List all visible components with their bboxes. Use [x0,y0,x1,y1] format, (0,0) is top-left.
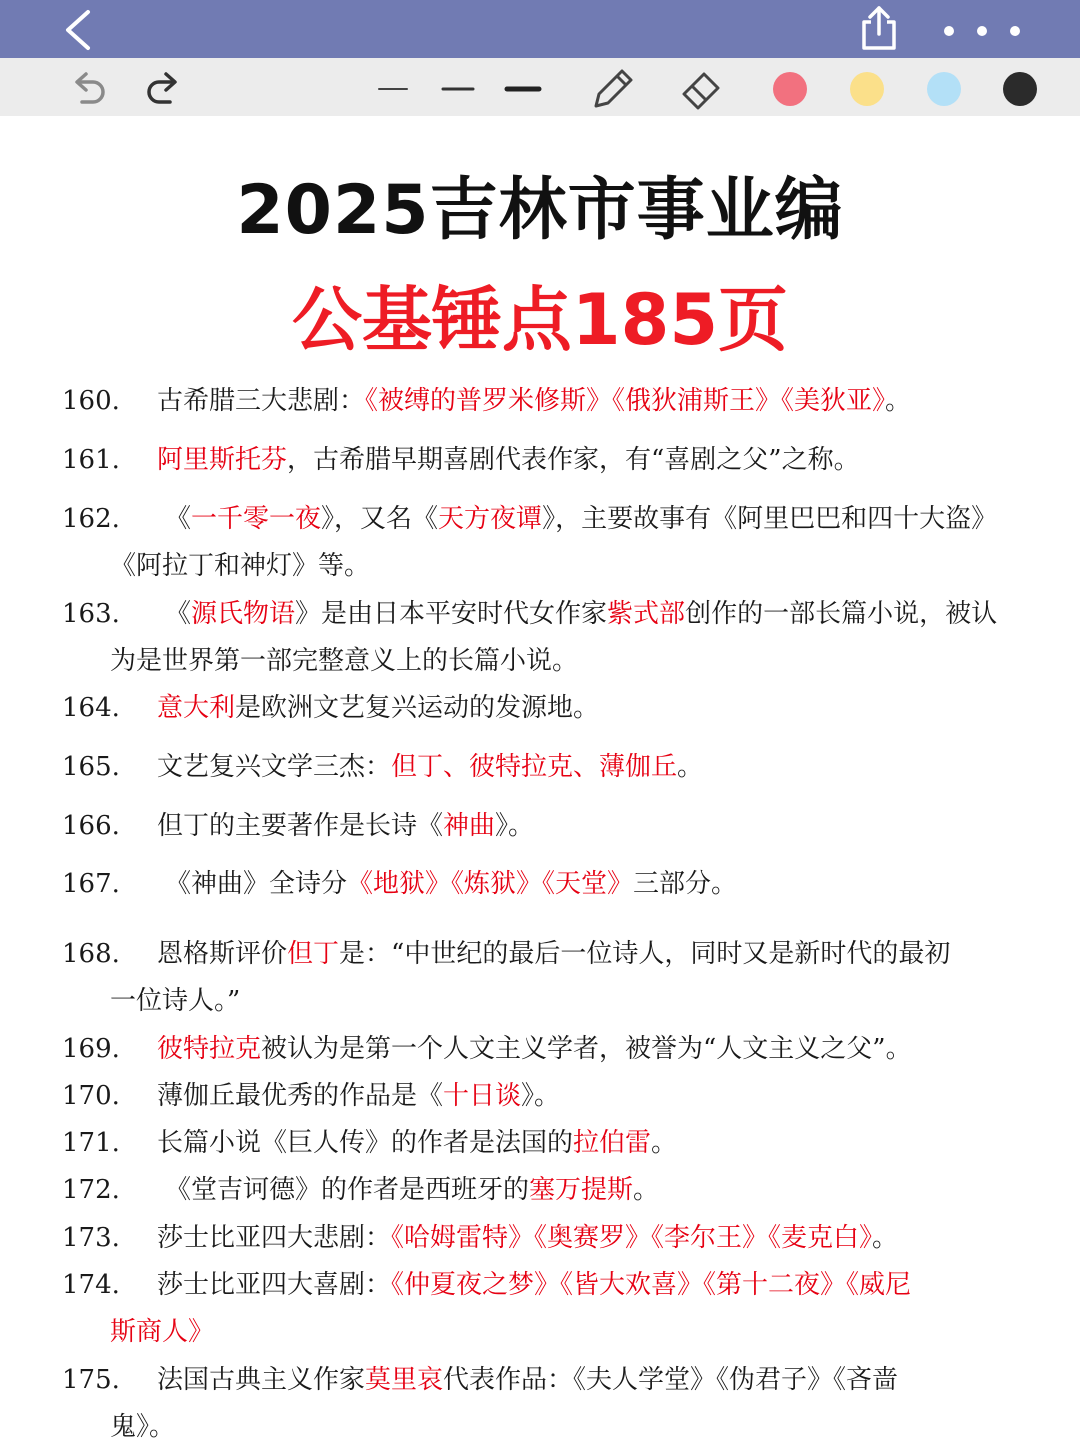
body-text: 《阿拉丁和神灯》等。 [110,551,371,581]
body-text: 。 [885,386,912,416]
color-swatch-yellow[interactable] [850,72,884,106]
item-text-line [157,1076,560,1116]
thick-line-icon[interactable] [504,68,542,110]
item-text-line [110,641,578,681]
highlight-text: 莫里哀 [365,1365,444,1395]
body-text: 创作的一部长篇小说，被认 [685,599,998,629]
item-text-line [165,864,737,904]
body-text: 三部分。 [633,869,738,899]
body-text: 长篇小说《巨人传》的作者是法国的 [157,1128,574,1158]
body-text: 被认为是第一个人文主义学者，被誉为“人文主义之父”。 [261,1034,912,1064]
undo-icon[interactable] [68,68,108,110]
item-text-line [110,1407,175,1447]
item-text-line [157,934,950,974]
item-text-line [157,1123,677,1163]
body-text: 为是世界第一部完整意义上的长篇小说。 [110,646,579,676]
item-text-line [157,688,599,728]
page-subtitle: 公基锤点185页 [291,279,789,361]
highlight-text: 神曲 [443,811,496,841]
item-number: 168. [62,939,120,969]
highlight-text: 十日谈 [443,1081,522,1111]
body-text: ，古希腊早期喜剧代表作家，有“喜剧之父”之称。 [287,445,860,475]
item-text-line [110,981,240,1021]
eraser-icon[interactable] [678,66,724,110]
body-text: 》，主要故事有《阿里巴巴和四十大盗》 [542,504,998,534]
item-text-line [165,499,997,539]
share-icon[interactable] [858,4,900,52]
item-number: 166. [62,811,120,841]
body-text: 代表作品：《夫人学堂》《伪君子》《吝啬 [443,1365,899,1395]
page-title: 2025吉林市事业编 [236,171,844,250]
body-text: 一位诗人。” [110,986,241,1016]
body-text: 鬼》。 [110,1412,176,1442]
body-text: 。 [651,1128,678,1158]
item-number: 162. [62,504,120,534]
body-text: 是欧洲文艺复兴运动的发源地。 [235,693,600,723]
body-text: 恩格斯评价 [157,939,288,969]
item-number: 167. [62,869,120,899]
top-app-bar [0,0,1080,58]
item-text-line [157,440,860,480]
body-text: 古希腊三大悲剧： [157,386,366,416]
item-text-line [165,1170,659,1210]
highlight-text: 塞万提斯 [529,1175,634,1205]
highlight-text: 《仲夏夜之梦》《皆大欢喜》《第十二夜》《威尼 [391,1270,912,1300]
chevron-left-icon[interactable] [60,8,100,52]
highlight-text: 源氏物语 [191,599,296,629]
body-text: 文艺复兴文学三杰： [157,752,392,782]
item-number: 172. [62,1175,120,1205]
item-number: 175. [62,1365,120,1395]
pen-icon[interactable] [590,66,636,110]
highlight-text: 《哈姆雷特》《奥赛罗》《李尔王》《麦克白》 [391,1223,873,1253]
more-dots-icon[interactable] [938,20,1028,42]
medium-line-icon[interactable] [440,68,476,110]
item-text-line [157,1218,898,1258]
body-text: 。 [677,752,704,782]
body-text: 。 [872,1223,899,1253]
highlight-text: 但丁、彼特拉克、薄伽丘 [391,752,678,782]
item-text-line [157,1029,912,1069]
highlight-text: 意大利 [157,693,236,723]
highlight-text: 拉伯雷 [573,1128,652,1158]
item-text-line [157,806,534,846]
body-text: 》。 [521,1081,561,1111]
item-text-line [110,546,370,586]
highlight-text: 彼特拉克 [157,1034,262,1064]
body-text: 法国古典主义作家 [157,1365,366,1395]
item-text-line [157,1360,898,1400]
body-text: 莎士比亚四大悲剧： [157,1223,392,1253]
item-number: 174. [62,1270,120,1300]
body-text: 《 [165,504,192,534]
color-swatch-light-blue[interactable] [927,72,961,106]
body-text: 《 [165,599,192,629]
item-text-line [157,747,703,787]
body-text: 》是由日本平安时代女作家 [295,599,608,629]
item-text-line [110,1312,214,1352]
item-number: 165. [62,752,120,782]
body-text: 薄伽丘最优秀的作品是《 [157,1081,444,1111]
highlight-text: 紫式部 [607,599,686,629]
item-text-line [165,594,997,634]
highlight-text: 天方夜谭 [438,504,543,534]
item-number: 173. [62,1223,120,1253]
color-swatch-pink[interactable] [773,72,807,106]
body-text: 但丁的主要著作是长诗《 [157,811,444,841]
redo-icon[interactable] [144,68,184,110]
body-text: 《堂吉诃德》的作者是西班牙的 [165,1175,530,1205]
thin-line-icon[interactable] [376,68,410,110]
color-swatch-black[interactable] [1003,72,1037,106]
item-number: 164. [62,693,120,723]
highlight-text: 《地狱》《炼狱》《天堂》 [347,869,634,899]
highlight-text: 《被缚的普罗米修斯》《俄狄浦斯王》《美狄亚》 [365,386,886,416]
highlight-text: 一千零一夜 [191,504,322,534]
item-text-line [157,1265,911,1305]
item-number: 171. [62,1128,120,1158]
item-number: 160. [62,386,120,416]
body-text: 是：“中世纪的最后一位诗人，同时又是新时代的最初 [339,939,951,969]
item-number: 169. [62,1034,120,1064]
highlight-text: 斯商人》 [110,1317,215,1347]
body-text: 》。 [495,811,535,841]
body-text: 莎士比亚四大喜剧： [157,1270,392,1300]
item-text-line [157,381,911,421]
body-text: 《神曲》全诗分 [165,869,348,899]
body-text: 。 [633,1175,660,1205]
item-number: 161. [62,445,120,475]
item-number: 163. [62,599,120,629]
item-number: 170. [62,1081,120,1111]
highlight-text: 阿里斯托芬 [157,445,288,475]
highlight-text: 但丁 [287,939,340,969]
body-text: 》，又名《 [321,504,439,534]
